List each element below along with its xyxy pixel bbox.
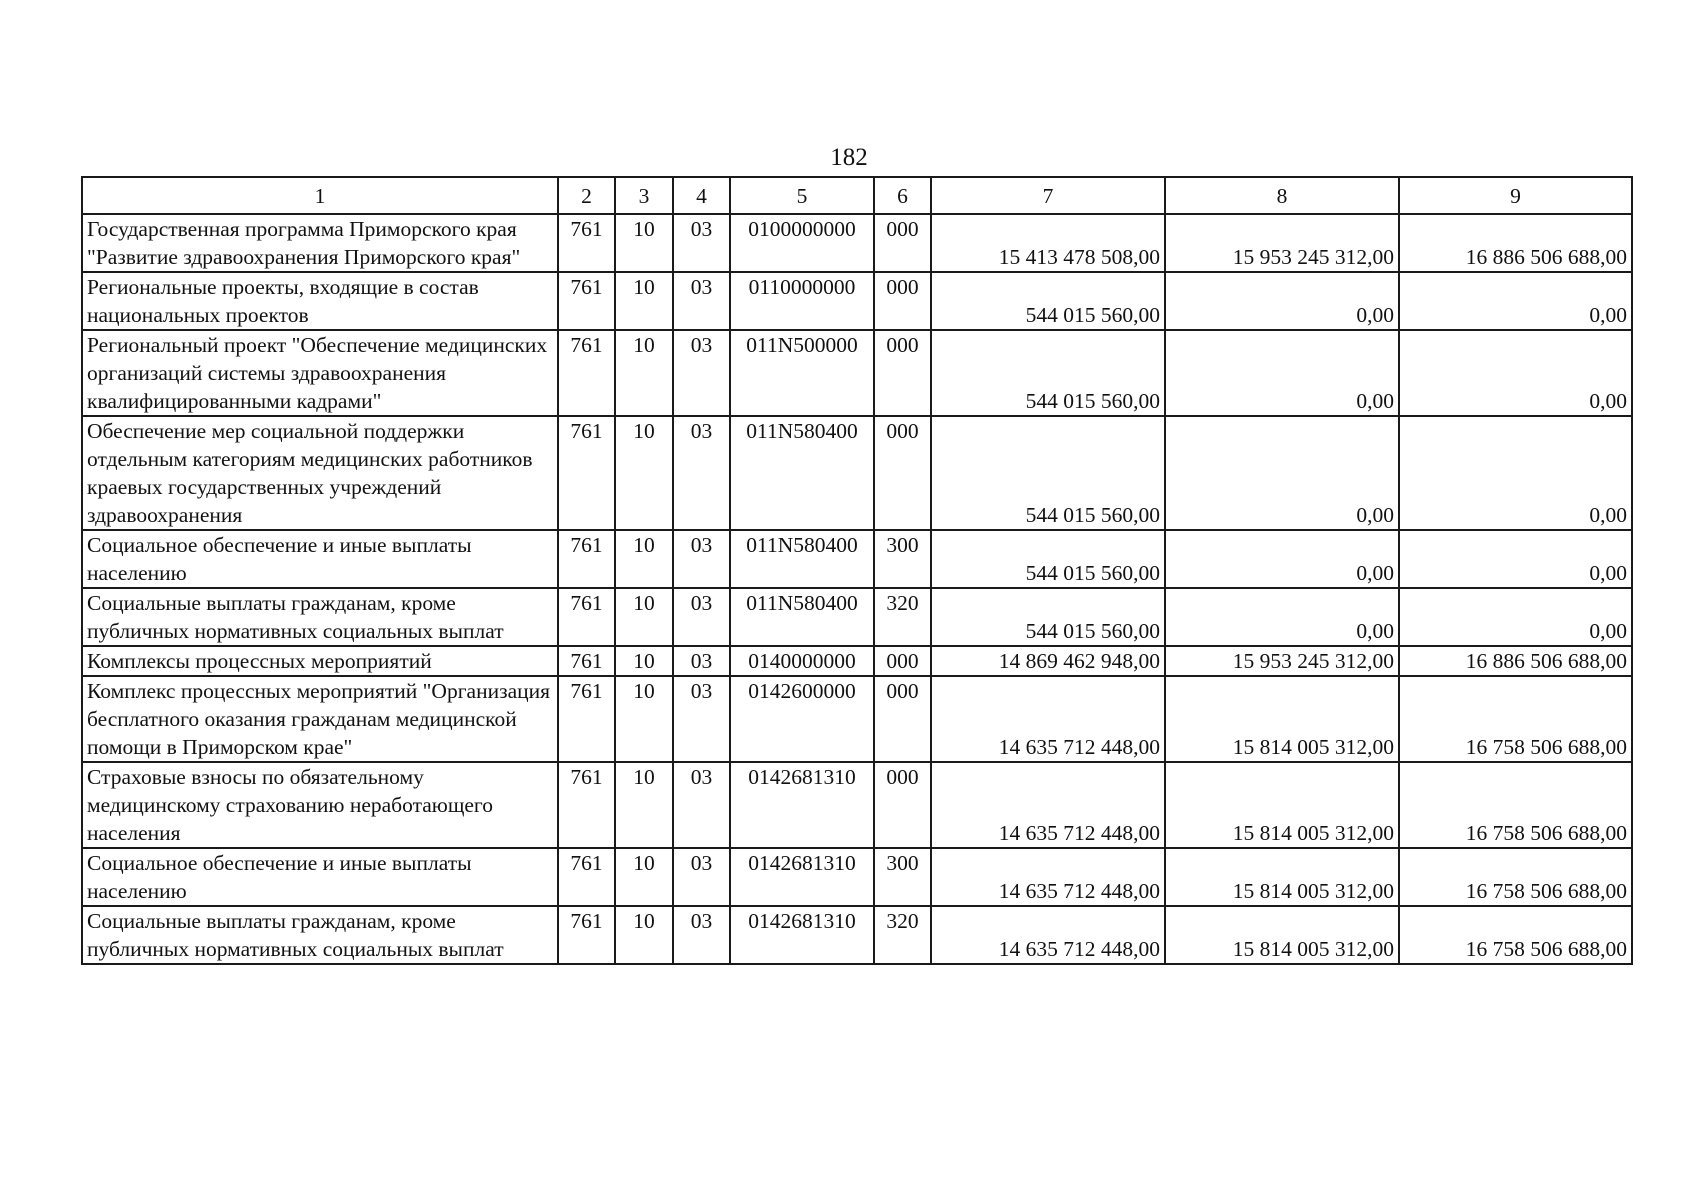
cell-expense-type: 000 (874, 330, 931, 416)
row-name-cell: Комплексы процессных мероприятий (82, 646, 558, 676)
row-name-cell: Государственная программа Приморского края "Развитие здравоохранения Приморского края" (82, 214, 558, 272)
cell-code-2: 761 (558, 330, 615, 416)
cell-amount-8: 15 953 245 312,00 (1165, 646, 1399, 676)
cell-expense-type: 300 (874, 848, 931, 906)
cell-code-4: 03 (673, 416, 730, 530)
cell-code-4: 03 (673, 762, 730, 848)
table-row (82, 330, 1632, 416)
cell-amount-9: 0,00 (1399, 530, 1632, 588)
cell-amount-8: 0,00 (1165, 272, 1399, 330)
column-header: 6 (874, 177, 931, 214)
cell-code-3: 10 (615, 646, 673, 676)
cell-amount-8: 15 814 005 312,00 (1165, 676, 1399, 762)
cell-target-code: 011N580400 (730, 416, 874, 530)
cell-target-code: 0142600000 (730, 676, 874, 762)
column-header: 9 (1399, 177, 1632, 214)
cell-target-code: 0142681310 (730, 762, 874, 848)
table-row (82, 676, 1632, 762)
cell-code-4: 03 (673, 530, 730, 588)
cell-expense-type: 320 (874, 906, 931, 964)
cell-amount-9: 16 758 506 688,00 (1399, 848, 1632, 906)
cell-expense-type: 000 (874, 646, 931, 676)
cell-amount-8: 15 814 005 312,00 (1165, 906, 1399, 964)
cell-amount-7: 14 635 712 448,00 (931, 848, 1165, 906)
table-row (82, 416, 1632, 530)
cell-expense-type: 000 (874, 272, 931, 330)
row-name-cell: Социальное обеспечение и иные выплаты населению (82, 530, 558, 588)
cell-expense-type: 000 (874, 416, 931, 530)
row-name-cell: Социальные выплаты гражданам, кроме публичных нормативных социальных выплат (82, 588, 558, 646)
cell-expense-type: 300 (874, 530, 931, 588)
cell-amount-7: 544 015 560,00 (931, 272, 1165, 330)
column-header: 3 (615, 177, 673, 214)
cell-code-2: 761 (558, 272, 615, 330)
cell-code-4: 03 (673, 272, 730, 330)
cell-code-4: 03 (673, 646, 730, 676)
table-row (82, 530, 1632, 588)
cell-amount-7: 14 869 462 948,00 (931, 646, 1165, 676)
cell-code-3: 10 (615, 848, 673, 906)
cell-code-2: 761 (558, 416, 615, 530)
cell-target-code: 011N580400 (730, 588, 874, 646)
page-number: 182 (830, 144, 868, 171)
table-row (82, 646, 1632, 676)
cell-target-code: 0110000000 (730, 272, 874, 330)
cell-amount-7: 15 413 478 508,00 (931, 214, 1165, 272)
budget-table (81, 176, 1633, 965)
cell-code-2: 761 (558, 214, 615, 272)
table-row (82, 588, 1632, 646)
cell-code-3: 10 (615, 330, 673, 416)
cell-code-4: 03 (673, 214, 730, 272)
cell-target-code: 0142681310 (730, 848, 874, 906)
cell-amount-8: 0,00 (1165, 588, 1399, 646)
cell-amount-7: 544 015 560,00 (931, 330, 1165, 416)
cell-code-2: 761 (558, 676, 615, 762)
column-header: 5 (730, 177, 874, 214)
cell-amount-8: 15 953 245 312,00 (1165, 214, 1399, 272)
cell-amount-9: 0,00 (1399, 588, 1632, 646)
cell-amount-7: 14 635 712 448,00 (931, 762, 1165, 848)
column-header: 7 (931, 177, 1165, 214)
cell-code-2: 761 (558, 530, 615, 588)
cell-code-2: 761 (558, 848, 615, 906)
cell-code-3: 10 (615, 588, 673, 646)
cell-amount-7: 544 015 560,00 (931, 588, 1165, 646)
cell-target-code: 0142681310 (730, 906, 874, 964)
cell-code-4: 03 (673, 330, 730, 416)
table-row (82, 906, 1632, 964)
cell-amount-9: 16 886 506 688,00 (1399, 646, 1632, 676)
cell-code-4: 03 (673, 848, 730, 906)
row-name-cell: Региональный проект "Обеспечение медицинских организаций системы здравоохранения квалифицированными кадрами" (82, 330, 558, 416)
table-row (82, 848, 1632, 906)
cell-code-3: 10 (615, 906, 673, 964)
row-name-cell: Страховые взносы по обязательному медицинскому страхованию неработающего населения (82, 762, 558, 848)
cell-amount-8: 15 814 005 312,00 (1165, 848, 1399, 906)
cell-code-3: 10 (615, 530, 673, 588)
table-header-row (82, 177, 1632, 214)
cell-expense-type: 000 (874, 762, 931, 848)
column-header: 8 (1165, 177, 1399, 214)
cell-amount-7: 544 015 560,00 (931, 416, 1165, 530)
column-header: 1 (82, 177, 558, 214)
cell-code-3: 10 (615, 214, 673, 272)
column-header: 2 (558, 177, 615, 214)
cell-code-2: 761 (558, 588, 615, 646)
cell-amount-9: 0,00 (1399, 416, 1632, 530)
table-row (82, 762, 1632, 848)
row-name-cell: Обеспечение мер социальной поддержки отдельным категориям медицинских работников краевых государственных учреждений здравоохранения (82, 416, 558, 530)
cell-amount-8: 0,00 (1165, 330, 1399, 416)
cell-code-3: 10 (615, 416, 673, 530)
cell-expense-type: 000 (874, 214, 931, 272)
cell-code-3: 10 (615, 676, 673, 762)
row-name-cell: Региональные проекты, входящие в состав национальных проектов (82, 272, 558, 330)
cell-amount-7: 544 015 560,00 (931, 530, 1165, 588)
cell-amount-9: 16 758 506 688,00 (1399, 676, 1632, 762)
cell-code-3: 10 (615, 272, 673, 330)
cell-expense-type: 320 (874, 588, 931, 646)
cell-target-code: 0100000000 (730, 214, 874, 272)
cell-amount-8: 15 814 005 312,00 (1165, 762, 1399, 848)
cell-target-code: 0140000000 (730, 646, 874, 676)
cell-amount-9: 16 886 506 688,00 (1399, 214, 1632, 272)
cell-code-4: 03 (673, 676, 730, 762)
cell-expense-type: 000 (874, 676, 931, 762)
table-row (82, 272, 1632, 330)
row-name-cell: Социальные выплаты гражданам, кроме публичных нормативных социальных выплат (82, 906, 558, 964)
cell-amount-9: 16 758 506 688,00 (1399, 906, 1632, 964)
cell-code-2: 761 (558, 646, 615, 676)
row-name-cell: Социальное обеспечение и иные выплаты населению (82, 848, 558, 906)
cell-code-2: 761 (558, 762, 615, 848)
row-name-cell: Комплекс процессных мероприятий "Организация бесплатного оказания гражданам медицинской помощи в Приморском крае" (82, 676, 558, 762)
cell-amount-9: 0,00 (1399, 330, 1632, 416)
cell-code-4: 03 (673, 906, 730, 964)
cell-code-2: 761 (558, 906, 615, 964)
cell-amount-8: 0,00 (1165, 530, 1399, 588)
cell-code-4: 03 (673, 588, 730, 646)
cell-target-code: 011N500000 (730, 330, 874, 416)
cell-amount-8: 0,00 (1165, 416, 1399, 530)
cell-amount-7: 14 635 712 448,00 (931, 906, 1165, 964)
cell-target-code: 011N580400 (730, 530, 874, 588)
table-row (82, 214, 1632, 272)
cell-amount-7: 14 635 712 448,00 (931, 676, 1165, 762)
cell-amount-9: 16 758 506 688,00 (1399, 762, 1632, 848)
column-header: 4 (673, 177, 730, 214)
cell-code-3: 10 (615, 762, 673, 848)
cell-amount-9: 0,00 (1399, 272, 1632, 330)
